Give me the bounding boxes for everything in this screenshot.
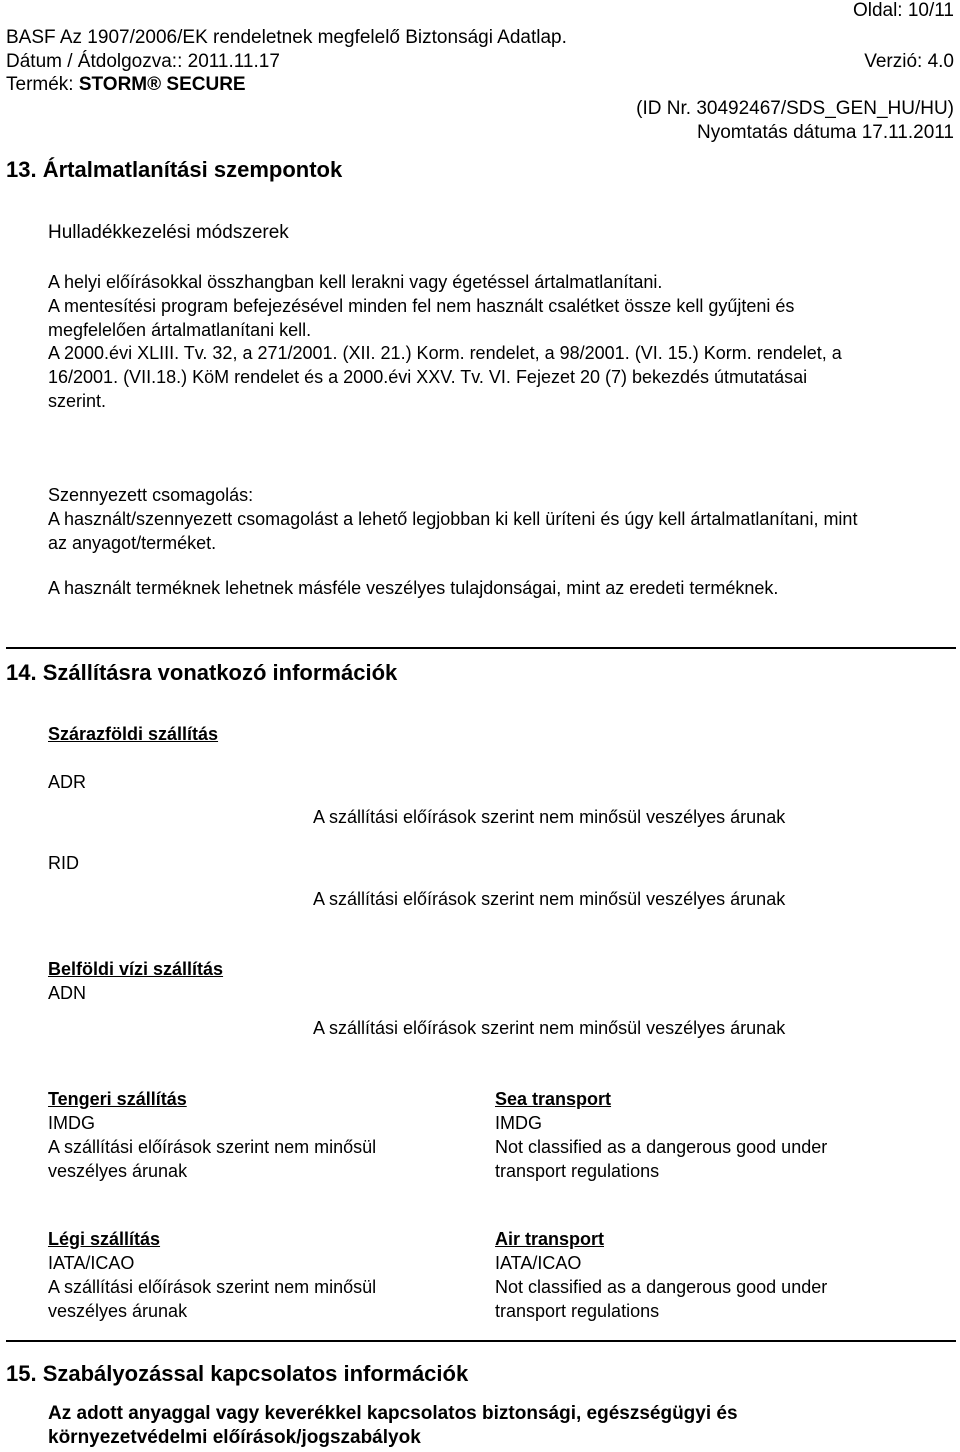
section-14-title: 14. Szállításra vonatkozó információk [6,660,398,685]
document-title: BASF Az 1907/2006/EK rendeletnek megfelelő Biztonsági Adatlap. [6,27,567,48]
air-transport-en-heading: Air transport [495,1229,605,1249]
document-id: (ID Nr. 30492467/SDS_GEN_HU/HU) [636,98,954,119]
land-transport-heading: Szárazföldi szállítás [48,724,219,744]
hazard-note: A használt terméknek lehetnek másféle veszélyes tulajdonságai, mint az eredeti terméknek. [48,578,779,598]
text-line: transport regulations [495,1161,660,1181]
text-line: Az adott anyaggal vagy keverékkel kapcsolatos biztonsági, egészségügyi és [48,1403,738,1424]
sea-transport-hu-code: IMDG [48,1113,95,1133]
revision-date: Dátum / Átdolgozva:: 2011.11.17 [6,51,280,72]
packaging-paragraph [48,483,857,555]
text-line: A 2000.évi XLIII. Tv. 32, a 271/2001. (XII. 21.) Korm. rendelet, a 98/2001. (VI. 15.) Korm. rendelet, a [48,343,842,363]
sea-transport-en [495,1087,827,1183]
product-line [6,74,246,96]
air-transport-hu-heading: Légi szállítás [48,1229,161,1249]
air-transport-hu [48,1227,376,1323]
text-line: A mentesítési program befejezésével minden fel nem használt csalétket össze kell gyűjteni és [48,296,795,316]
sea-transport-en-heading: Sea transport [495,1089,612,1109]
section-15-subheading [48,1402,738,1450]
divider [6,647,956,649]
text-line: környezetvédelmi előírások/jogszabályok [48,1427,421,1448]
print-date: Nyomtatás dátuma 17.11.2011 [696,122,954,143]
air-transport-en-code: IATA/ICAO [495,1253,582,1273]
text-line: veszélyes árunak [48,1301,188,1321]
adr-classification: A szállítási előírások szerint nem minősül veszélyes árunak [313,807,786,827]
text-line: A szállítási előírások szerint nem minősül [48,1277,377,1297]
divider [6,1340,956,1342]
sea-transport-en-code: IMDG [495,1113,542,1133]
text-line: Not classified as a dangerous good under [495,1137,828,1157]
legal-reference-paragraph [48,341,842,413]
sea-transport-hu [48,1087,376,1183]
text-line: megfelelően ártalmatlanítani kell. [48,320,312,340]
sea-transport-hu-heading: Tengeri szállítás [48,1089,187,1109]
adr-label: ADR [48,772,87,792]
inland-waterway-heading: Belföldi vízi szállítás [48,959,224,979]
text-line: szerint. [48,391,107,411]
version: Verzió: 4.0 [864,51,954,72]
packaging-label: Szennyezett csomagolás: [48,485,254,505]
text-line: A használt/szennyezett csomagolást a lehető legjobban ki kell üríteni és úgy kell ártalmatlanítani, mint [48,509,858,529]
product-name: STORM® SECURE [78,74,246,95]
adn-classification: A szállítási előírások szerint nem minősül veszélyes árunak [313,1018,786,1038]
page-number: Oldal: 10/11 [852,0,954,21]
air-transport-hu-code: IATA/ICAO [48,1253,135,1273]
text-line: A helyi előírásokkal összhangban kell lerakni vagy égetéssel ártalmatlanítani. [48,272,663,292]
text-line: Not classified as a dangerous good under [495,1277,828,1297]
rid-classification: A szállítási előírások szerint nem minősül veszélyes árunak [313,889,786,909]
text-line: A szállítási előírások szerint nem minősül [48,1137,377,1157]
rid-label: RID [48,853,79,873]
text-line: 16/2001. (VII.18.) KöM rendelet és a 2000.évi XXV. Tv. VI. Fejezet 20 (7) bekezdés útmutatásai [48,367,808,387]
disposal-paragraph [48,270,794,342]
text-line: az anyagot/terméket. [48,533,217,553]
product-prefix: Termék: [6,74,79,95]
adn-label: ADN [48,983,87,1003]
air-transport-en [495,1227,827,1323]
waste-heading: Hulladékkezelési módszerek [48,222,289,243]
section-13-title: 13. Ártalmatlanítási szempontok [6,157,343,182]
section-15-title: 15. Szabályozással kapcsolatos információk [6,1361,469,1386]
text-line: transport regulations [495,1301,660,1321]
text-line: veszélyes árunak [48,1161,188,1181]
